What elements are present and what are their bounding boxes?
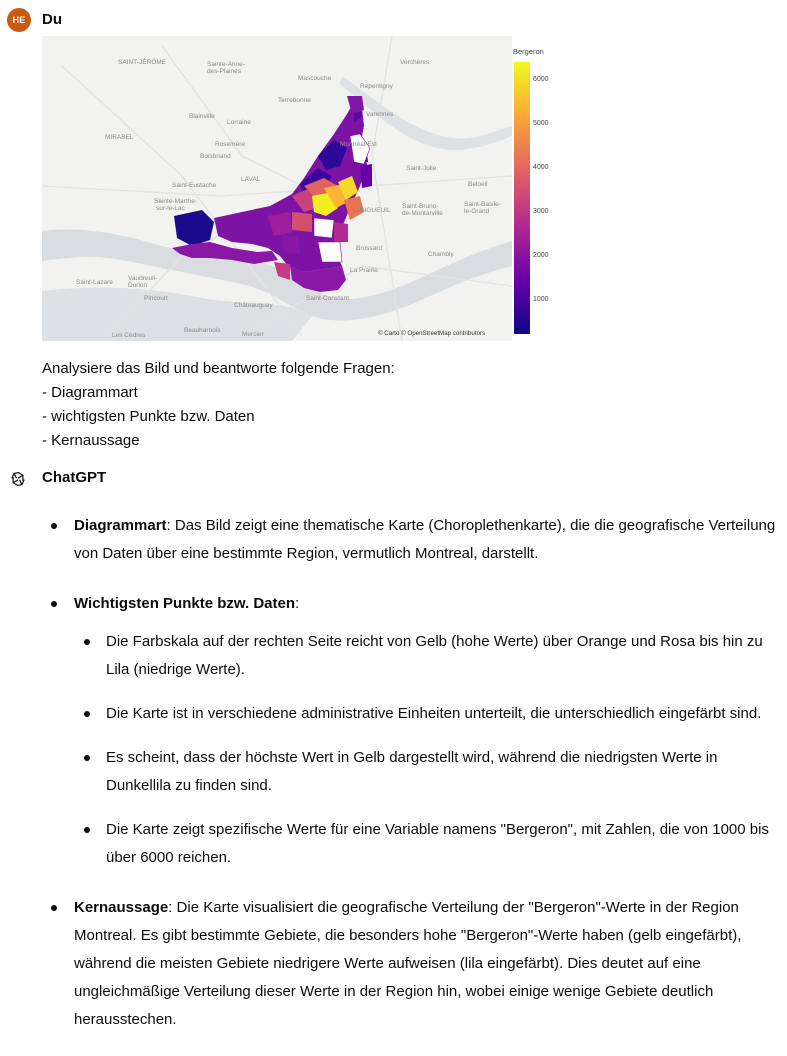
colorbar-tick: 6000 (533, 76, 549, 83)
map-label: de-Montarville (402, 210, 443, 217)
map-label: Rosemère (215, 141, 245, 148)
bullet (51, 523, 57, 529)
bullet (51, 601, 57, 607)
bullet (84, 755, 90, 761)
map-label: Sainte-Marthe- (154, 198, 197, 205)
map-label: Varennes (366, 111, 394, 118)
bullet (84, 827, 90, 833)
map-label: LONGUEUIL (353, 207, 391, 214)
map-label: Brossard (356, 245, 383, 252)
colorbar-tick: 4000 (533, 164, 549, 171)
map-label: Saint-Eustache (172, 182, 217, 189)
map-label: Saint-Julie (406, 165, 437, 172)
answer-label: Diagrammart (74, 517, 167, 534)
list-item (74, 816, 779, 872)
answer-item-points (0, 590, 779, 872)
colorbar-tick: 1000 (533, 296, 549, 303)
answer-text: : Das Bild zeigt eine thematische Karte (Choroplethenkarte), die die geografische Verteilung von Daten über eine bestimmte Region, vermutlich Montreal, darstellt. (74, 517, 776, 562)
map-attribution: © Carto © OpenStreetMap contributors (378, 330, 486, 337)
answer-text: : (295, 595, 300, 612)
colorbar-tick: 2000 (533, 252, 549, 259)
map-label: Boisbriand (200, 153, 231, 160)
list-item (74, 700, 779, 728)
answer-item-diagram (0, 512, 779, 568)
points-sublist (74, 628, 779, 872)
answer-text: : Die Karte visualisiert die geografische Verteilung der "Bergeron"-Werte in der Region Montreal. Es gibt bestimmte Gebiete, die besonders hohe "Bergeron"-Werte haben (gelb eingefärbt), während die meisten Gebiete niedrigere Werte aufweisen (lila eingefärbt). Dies deutet auf eine ungleichmäßige Verteilung dieser Werte in der Region hin, wobei einige wenige Gebiete deutlich herausstechen. (74, 899, 742, 1028)
answer-label: Wichtigsten Punkte bzw. Daten (74, 595, 295, 612)
map-label: SAINT-JÉRÔME (118, 59, 167, 66)
answer-list (0, 512, 787, 1056)
openai-logo-icon (9, 470, 27, 488)
prompt-line: - Diagrammart (42, 384, 138, 401)
map-svg (42, 36, 554, 341)
map-label: Saint-Lazare (76, 279, 113, 286)
map-label: Châteauguay (234, 302, 273, 309)
map-label: Les Cèdres (112, 332, 146, 339)
map-label: LAVAL (241, 176, 261, 183)
user-prompt (42, 357, 395, 453)
map-label: MIRABEL (105, 134, 134, 141)
map-label: Montréal-Est (340, 141, 377, 148)
user-avatar: HE (7, 8, 31, 32)
list-item-text: Die Farbskala auf der rechten Seite reicht von Gelb (hohe Werte) über Orange und Rosa bis hin zu Lila (niedrige Werte). (106, 633, 763, 678)
prompt-line: - wichtigsten Punkte bzw. Daten (42, 408, 255, 425)
map-label: Chambly (428, 251, 454, 258)
map-label: Dorion (128, 282, 148, 289)
colorbar (514, 62, 530, 334)
map-label: La Prairie (350, 267, 378, 274)
list-item (74, 744, 779, 800)
map-label: Mercier (242, 331, 264, 338)
map-label: Saint-Bruno- (402, 203, 439, 210)
map-label: Beauharnois (184, 327, 221, 334)
list-item (74, 628, 779, 684)
map-label: Blainville (189, 113, 215, 120)
map-label: Vaudreuil- (128, 275, 158, 282)
prompt-line: - Kernaussage (42, 432, 140, 449)
user-name: Du (42, 11, 62, 28)
map-label: Verchères (400, 59, 430, 66)
bullet (51, 905, 57, 911)
map-label: le-Grand (464, 208, 490, 215)
map-label: Saint-Basile- (464, 201, 501, 208)
map-label: des-Plaines (207, 68, 241, 75)
colorbar-tick: 3000 (533, 208, 549, 215)
answer-item-core (0, 894, 779, 1034)
list-item-text: Die Karte zeigt spezifische Werte für eine Variable namens "Bergeron", mit Zahlen, die von 1000 bis über 6000 reichen. (106, 821, 769, 866)
prompt-line: Analysiere das Bild und beantworte folgende Fragen: (42, 360, 395, 377)
colorbar-title: Bergeron (513, 47, 544, 56)
bullet (84, 639, 90, 645)
colorbar-tick: 5000 (533, 120, 549, 127)
list-item-text: Es scheint, dass der höchste Wert in Gelb dargestellt wird, während die niedrigsten Werte in Dunkellila zu finden sind. (106, 749, 718, 794)
bullet (84, 711, 90, 717)
map-label: Beloeil (468, 181, 488, 188)
bot-name: ChatGPT (42, 469, 107, 486)
list-item-text: Die Karte ist in verschiedene administrative Einheiten unterteilt, die unterschiedlich eingefärbt sind. (106, 705, 762, 722)
map-label: Pincourt (144, 295, 168, 302)
map-label: Repentigny (360, 83, 393, 90)
map-label: Lorraine (227, 119, 251, 126)
map-label: Saint-Constant (306, 295, 349, 302)
answer-label: Kernaussage (74, 899, 169, 916)
map-label: Terrebonne (278, 97, 311, 104)
map-label: sur-le-Lac (156, 205, 185, 212)
map-label: Sainte-Anne- (207, 61, 245, 68)
map-label: Mascouche (298, 75, 332, 82)
choropleth-map-image (42, 36, 554, 341)
